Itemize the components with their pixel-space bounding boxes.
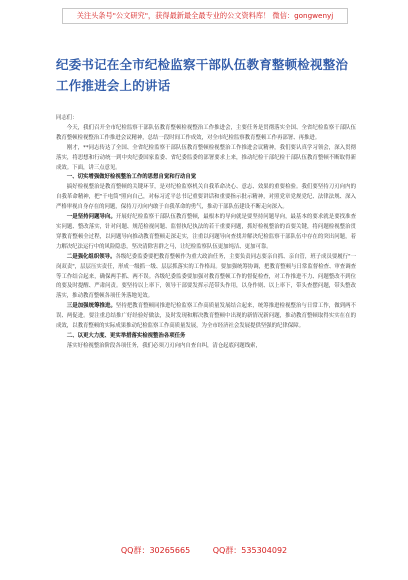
point-paragraph-3 [56,302,356,332]
point-paragraph-1 [56,213,356,253]
section-1-paragraph: 搞好检视整治是教育整顿的关键环节，是对纪检监察机关自我革命决心、意志、效果的重要检验。我们要坚持刀刃向内的自我革命精神，把"千电筒"照向自己，对标习近平总书记重要讲话和重要指示批示精神，对照党章党规党纪、法律法规、深入严格审视自身存在的问题，保持刀刃向内敢于自我革命的勇气，推动干部队伍建设不断走向深入。 [56,184,356,211]
intro-paragraph-1: 今天，我们召开全市纪检监察干部队伍教育整顿检视整治工作推进会，主要任务是贯彻落实全国、全省纪检监察干部队伍教育整顿检视整治工作推进会议精神，总结一段时间工作成效，对全市纪检监察教育整顿工作再部署、再推进。 [56,124,356,141]
point-lead-3: 三是加强统筹推进。 [66,303,116,310]
promo-banner: 关注头条号"公文研究"，获得最新最全最专业的公文资料库！ 微信：gongwenyj [62,8,348,24]
section-2-paragraph: 落实好检视整治阶段各项任务，我们必须刀刃向内自查自纠，清仓起底问题线索， [66,342,261,349]
point-lead-1: 一是坚持问题导向。 [66,214,116,221]
point-paragraph-2 [56,253,356,303]
contact-footer [0,545,408,557]
point-text-3: 坚持把教育整顿同推进纪检监察工作高质量发展结合起来，统筹推进检视整治与日常工作，做到两不误、两促进。要注重总结推广好经验好做法，及时发现和解决教育整顿中出现的新情况新问题，推动教育整顿取得实实在在的成效，以教育整顿的实际成果推动纪检监察工作高质量发展，为全市经济社会发展提供坚强的纪律保障。 [56,303,356,330]
qq-group-2: QQ群：535304092 [212,546,288,555]
intro-paragraph-2: 刚才，**同志传达了全国、全省纪检监察干部队伍教育整顿检视整治工作推进会议精神，我们要认真学习领会，深入贯彻落实，将思想和行动统一到中央纪委国家监委、省纪委监委的部署要求上来，推动纪检干部纪检干部队伍教育整顿不断取得新成效。下面，讲三点意见。 [56,144,356,171]
document-body [56,114,356,352]
salutation: 同志们： [56,115,78,121]
section-1-heading: 一、切实增强做好检视整治工作的思想自觉和行动自觉 [66,174,197,181]
point-text-1: 开展好纪检监察干部队伍教育整顿，最根本的导向就是要坚持问题导向，最基本的要求就是要找准查实问题、整改落实，针对问题、规范检视问题、监督执纪执法的若干重要问题，抓好检视整治的首要关键，将问题检视整治贯穿教育整顿全过程，以问题导向推动教育整顿走深走实，注重以问题导向查找并解决纪检监察干部队伍中存在的突出问题，着力解决纪法运行中的风险隐患，坚决清除害群之马，让纪检监察队伍更加纯洁、更加可靠。 [56,214,356,250]
section-2-heading: 二、以更大力度、更实举措落实检视整治各项任务 [66,332,186,339]
point-text-2: 各级纪委监委要把教育整顿作为重大政治任务，主要负责同志要亲自抓、亲自管，班子成员要履行"一岗双责"，层层压实责任，形成一级抓一级、层层抓落实的工作格局。要加强统筹协调，把教育整顿与日常监督检查、审查调查等工作结合起来，确保两手抓、两不误。各级纪委监委要加强对教育整顿工作的督促检查，对工作推进不力、问题整改不到位的要及时提醒、严肃问责。要坚持以上率下，领导干部要发挥示范带头作用，以身作则、以上率下，带头查摆问题，带头整改落实，推动教育整顿各项任务落地见效。 [56,253,356,300]
document-title: 纪委书记在全市纪检监察干部队伍教育整顿检视整治工作推进会上的讲话 [56,57,349,93]
point-lead-2: 二是强化组织领导。 [66,253,116,260]
qq-group-1: QQ群：30265665 [120,546,191,555]
